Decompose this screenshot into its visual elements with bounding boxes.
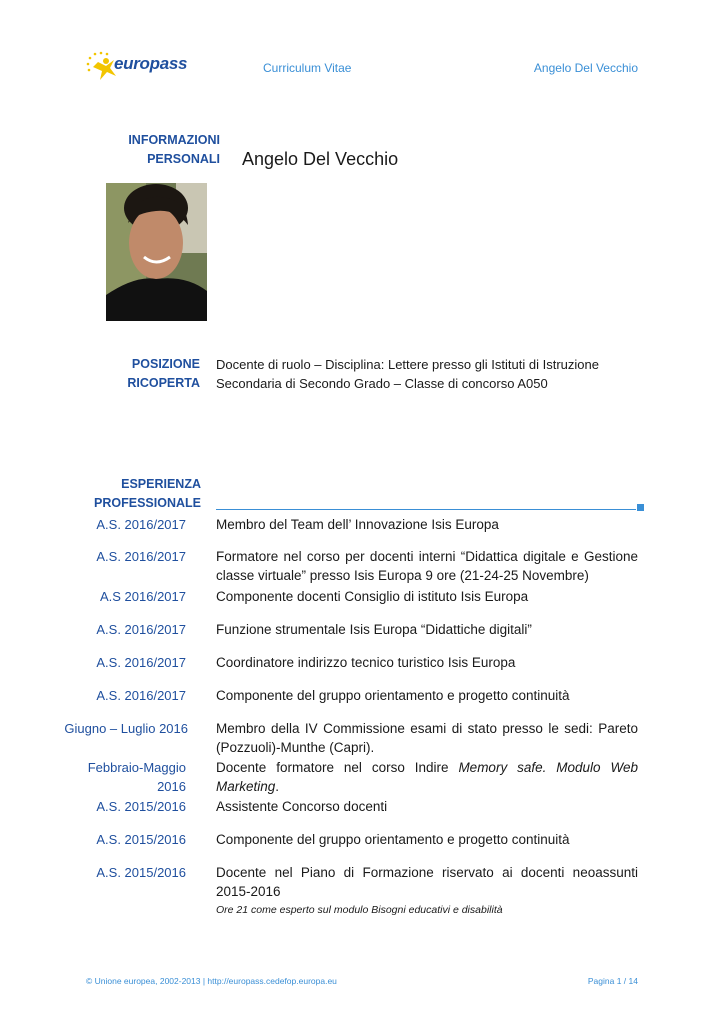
experience-description: Funzione strumentale Isis Europa “Didattiche digitali”: [216, 622, 532, 637]
experience-date: Giugno – Luglio 2016: [64, 721, 188, 736]
footer-page-number: Pagina 1 / 14: [587, 976, 638, 986]
experience-date: A.S 2016/2017: [99, 589, 186, 604]
experience-date: A.S. 2015/2016: [96, 865, 186, 880]
footer-copyright: © Unione europea, 2002-2013 | http://europass.cedefop.europa.eu: [86, 976, 337, 986]
experience-date: A.S. 2016/2017: [96, 517, 186, 532]
experience-date: A.S. 2016/2017: [96, 549, 186, 564]
section-divider: [216, 509, 636, 510]
profile-photo: [106, 183, 207, 321]
europass-logo: [84, 50, 194, 84]
experience-date: A.S. 2015/2016: [96, 832, 186, 847]
experience-date: A.S. 2015/2016: [96, 799, 186, 814]
personal-info-label: INFORMAZIONI PERSONALI: [128, 133, 220, 166]
experience-note: Ore 21 come esperto sul modulo Bisogni educativi e disabilità: [216, 904, 503, 916]
experience-date: A.S. 2016/2017: [96, 688, 186, 703]
position-text: Docente di ruolo – Disciplina: Lettere presso gli Istituti di Istruzione Secondaria di Secondo Grado – Classe di concorso A050: [216, 357, 599, 391]
experience-date: A.S. 2016/2017: [96, 622, 186, 637]
header-person-name: Angelo Del Vecchio: [533, 61, 638, 75]
experience-description: Componente docenti Consiglio di istituto Isis Europa: [216, 589, 529, 604]
experience-description: Coordinatore indirizzo tecnico turistico Isis Europa: [216, 655, 516, 670]
logo-text: europass: [114, 54, 188, 73]
candidate-name: Angelo Del Vecchio: [242, 149, 399, 169]
experience-date: Febbraio-Maggio 2016: [87, 760, 186, 794]
experience-label: ESPERIENZA PROFESSIONALE: [94, 477, 201, 510]
experience-description: Membro della IV Commissione esami di stato presso le sedi: Pareto (Pozzuoli)-Munthe (Capri).: [216, 721, 638, 755]
position-label: POSIZIONE RICOPERTA: [127, 357, 200, 390]
experience-description: Formatore nel corso per docenti interni “Didattica digitale e Gestione classe virtuale” presso Isis Europa 9 ore (21-24-25 Novembre): [216, 549, 638, 583]
experience-description: Membro del Team dell’ Innovazione Isis Europa: [216, 517, 499, 532]
experience-description: Componente del gruppo orientamento e progetto continuità: [216, 832, 570, 847]
experience-description: Assistente Concorso docenti: [216, 799, 388, 814]
experience-description: Docente formatore nel corso Indire Memory safe. Modulo Web Marketing.: [216, 760, 638, 794]
experience-date: A.S. 2016/2017: [96, 655, 186, 670]
experience-description: Componente del gruppo orientamento e progetto continuità: [216, 688, 570, 703]
header-doc-type: Curriculum Vitae: [263, 61, 352, 75]
section-divider-square: [637, 504, 644, 511]
experience-description: Docente nel Piano di Formazione riservato ai docenti neoassunti 2015-2016: [216, 865, 638, 899]
